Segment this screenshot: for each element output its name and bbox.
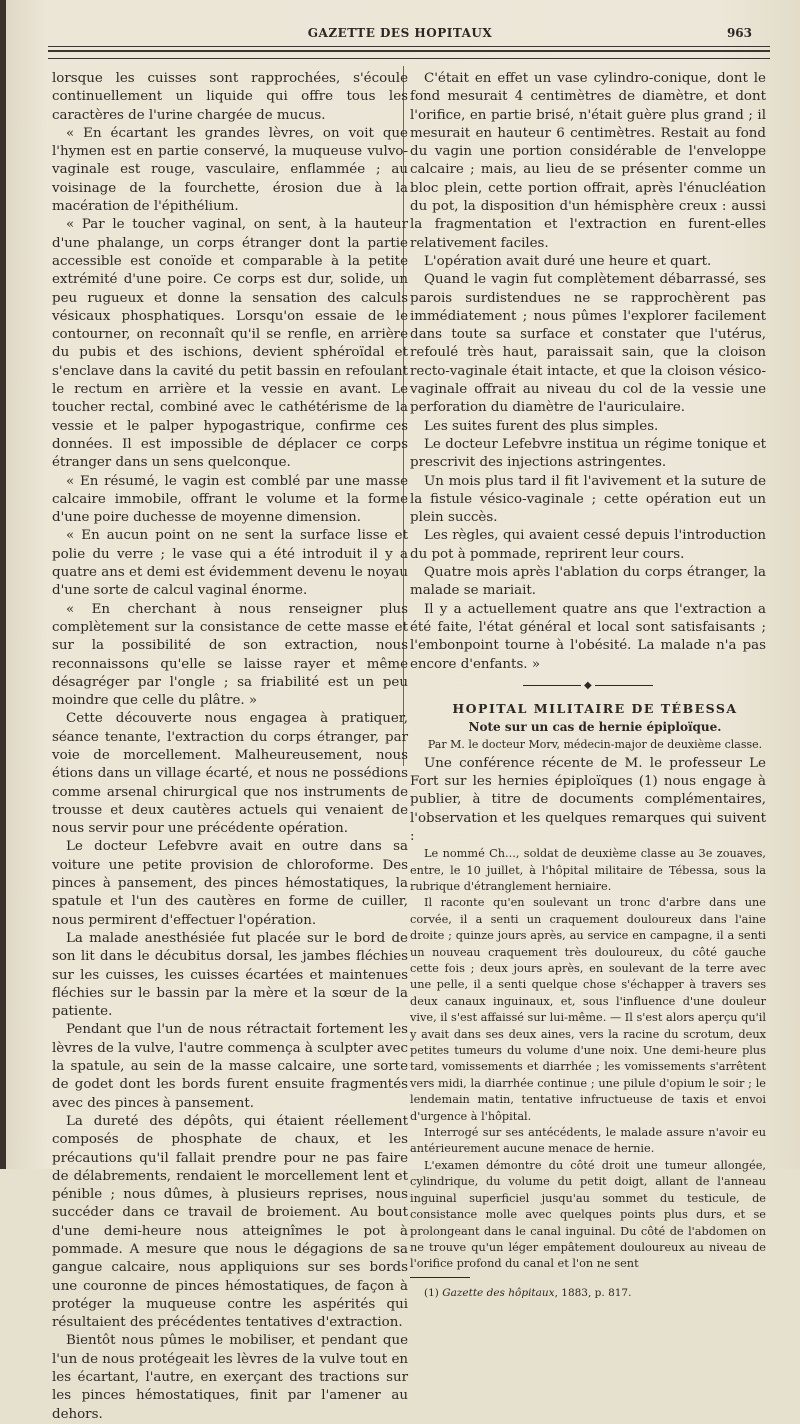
paragraph: Pendant que l'un de nous rétractait fortement les lèvres de la vulve, l'autre commença à sculpter avec la spatule, au sein de la masse calcaire, une sorte de godet dont les bords furent ensuite fragmentés avec des pinces à pansement. (52, 1022, 408, 1111)
footnote-marker: (1) (424, 1286, 439, 1299)
header-rule-thick (48, 50, 770, 52)
paragraph: « Par le toucher vaginal, on sent, à la hauteur d'une phalange, un corps étranger dont la partie accessible est conoïde et comparable à la petite extrémité d'une poire. Ce corps est dur, solide, un peu rugueux et donne la sensation des calculs vésicaux phosphatiques. Lorsqu'on essaie de le contourner, on reconnaît qu'il se renfle, en arrière du pubis et des ischions, devient sphéroïdal et s'enclave dans la cavité du petit bassin en refoulant le rectum en arrière et la vessie en avant. Le toucher rectal, combiné avec le cathétérisme de la vessie et le palper hypogastrique, confirme ces données. Il est impossible de déplacer ce corps étranger dans un sens quelconque. (52, 217, 408, 471)
page-header (0, 26, 800, 46)
section-title: HOPITAL MILITAIRE DE TÉBESSA (452, 700, 738, 716)
footnote-source: Gazette des hôpitaux (442, 1286, 555, 1299)
header-rule (48, 46, 770, 47)
paragraph: Quand le vagin fut complètement débarrassé, ses parois surdistendues ne se rapprochèrent pas immédiatement ; nous pûmes l'explorer facilement dans toute sa surface et constater que l'utérus, refoulé très haut, paraissait sain, que la cloison recto-vaginale était intacte, et que la cloison vésico-vaginale offrait au niveau du col de la vessie une perforation du diamètre de l'auriculaire. (410, 272, 766, 416)
paragraph: Le nommé Ch..., soldat de deuxième classe au 3e zouaves, entre, le 10 juillet, à l'hôpital militaire de Tébessa, sous la rubrique d'étranglement herniaire. (410, 847, 766, 893)
ornamental-separator (523, 682, 653, 690)
header-rule-lower (48, 58, 770, 59)
footnote-rule (410, 1277, 470, 1278)
paragraph: Il raconte qu'en soulevant un tronc d'arbre dans une corvée, il a senti un craquement douloureux dans l'aine droite ; quinze jours après, au service en campagne, il a senti un nouveau craquement très douloureux, du côté gauche cette fois ; deux jours après, en soulevant de la terre avec une pelle, il a senti quelque chose s'échapper à travers ses deux canaux inguinaux, et, sous l'influence d'une douleur vive, il s'est affaissé sur lui-même. — Il s'est alors aperçu qu'il y avait dans ses deux aines, vers la racine du scrotum, deux petites tumeurs du volume d'une noix. Une demi-heure plus tard, vomissements et diarrhée ; les vomissements s'arrêtent vers midi, la diarrhée continue ; une pilule d'opium le soir ; le lendemain matin, tentative infructueuse de taxis et envoi d'urgence à l'hôpital. (410, 896, 767, 1123)
paragraph: Les suites furent des plus simples. (424, 418, 659, 434)
paragraph: L'examen démontre du côté droit une tumeur allongée, cylindrique, du volume du petit doigt, allant de l'anneau inguinal superficiel jusqu'au sommet du testicule, de consistance molle avec quelques points plus durs, et se prolongeant dans le canal inguinal. Du côté de l'abdomen on ne trouve qu'un léger empâtement douloureux au niveau de l'orifice profond du canal et l'on ne sent (410, 1158, 766, 1271)
footnote-citation: , 1883, p. 817. (554, 1286, 632, 1299)
right-column (410, 70, 766, 1302)
page-spine-edge (0, 0, 6, 1169)
left-column (52, 70, 408, 1424)
article-title: Note sur un cas de hernie épiploïque. (468, 720, 722, 735)
journal-title: GAZETTE DES HOPITAUX (307, 26, 493, 40)
paragraph: Les règles, qui avaient cessé depuis l'introduction du pot à pommade, reprirent leur cours. (410, 528, 766, 562)
paragraph: Le docteur Lefebvre avait en outre dans sa voiture une petite provision de chloroforme. Des pinces à pansement, des pinces hémostatiques, la spatule et l'un des cautères en forme de cuiller, nous permirent d'effectuer l'opération. (52, 839, 408, 928)
paragraph: lorsque les cuisses sont rapprochées, s'écoule continuellement un liquide qui offre tous les caractères de l'urine chargée de mucus. (52, 71, 408, 123)
paragraph: Le docteur Lefebvre institua un régime tonique et prescrivit des injections astringentes. (410, 436, 766, 471)
paragraph: Quatre mois après l'ablation du corps étranger, la malade se mariait. (410, 565, 766, 599)
paragraph: « En aucun point on ne sent la surface lisse et polie du verre ; le vase qui a été introduit il y a quatre ans et demi est évidemment devenu le noyau d'une sorte de calcul vaginal énorme. (52, 528, 408, 599)
paragraph: Il y a actuellement quatre ans que l'extraction a été faite, l'état général et local sont satisfaisants ; l'embonpoint tourne à l'obésité. La malade n'a pas encore d'enfants. » (410, 601, 766, 672)
paragraph: Bientôt nous pûmes le mobiliser, et pendant que l'un de nous protégeait les lèvres de la vulve tout en les écartant, l'autre, en exerçant des tractions sur les pinces hémostatiques, finit par l'amener au dehors. (52, 1333, 408, 1422)
page-number: 963 (726, 26, 752, 40)
paragraph: La dureté des dépôts, qui étaient réellement composés de phosphate de chaux, et les précautions qu'il fallait prendre pour ne pas faire de délabrements, rendaient le morcellement lent et pénible ; nous dûmes, à plusieurs reprises, nous succéder dans ce travail de broiement. Au bout d'une demi-heure nous atteignîmes le pot à pommade. A mesure que nous le dégagions de sa gangue calcaire, nous appliquions sur ses bords une couronne de pinces hémostatiques, de façon à protéger la muqueuse contre les aspérités qui résultaient des précédentes tentatives d'extraction. (52, 1113, 408, 1331)
observation-block (410, 846, 766, 1273)
paragraph: Un mois plus tard il fit l'avivement et la suture de la fistule vésico-vaginale ; cette opération eut un plein succès. (410, 473, 766, 526)
paragraph: C'était en effet un vase cylindro-conique, dont le fond mesurait 4 centimètres de diamètre, et dont l'orifice, en partie brisé, n'était guère plus grand ; il mesurait en hauteur 6 centimètres. Restait au fond du vagin une portion considérable de l'enveloppe calcaire ; mais, au lieu de se présenter comme un bloc plein, cette portion offrait, après l'énucléation du pot, la disposition d'un hémisphère creux : aussi la fragmentation et l'extraction en furent-elles relativement faciles. (410, 71, 766, 251)
paragraph: Interrogé sur ses antécédents, le malade assure n'avoir eu antérieurement aucune menace de hernie. (410, 1126, 766, 1156)
paragraph: La malade anesthésiée fut placée sur le bord de son lit dans le décubitus dorsal, les jambes fléchies sur les cuisses, les cuisses écartées et maintenues fléchies sur le bassin par la mère et la sœur de la patiente. (52, 930, 408, 1020)
article-intro: Une conférence récente de M. le professeur Le Fort sur les hernies épiploïques (1) nous engage à publier, à titre de documents complémentaires, l'observation et les quelques remarques qui suivent : (410, 755, 766, 844)
paragraph: « En résumé, le vagin est comblé par une masse calcaire immobile, offrant le volume et la forme d'une poire duchesse de moyenne dimension. (52, 473, 408, 526)
paragraph: Cette découverte nous engagea à pratiquer, séance tenante, l'extraction du corps étranger, par voie de morcellement. Malheureusement, nous étions dans un village écarté, et nous ne possédions comme arsenal chirurgical que nos instruments de trousse et deux cautères actuels qui venaient de nous servir pour une précédente opération. (52, 711, 408, 837)
paragraph: « En écartant les grandes lèvres, on voit que l'hymen est en partie conservé, la muqueuse vulvo-vaginale est rouge, vasculaire, enflammée ; au voisinage de la fourchette, érosion due à la macération de l'épithélium. (52, 125, 408, 215)
article-byline: Par M. le docteur Morv, médecin-major de deuxième classe. (427, 738, 763, 752)
footnote (410, 1284, 766, 1302)
paragraph: « En cherchant à nous renseigner plus complètement sur la consistance de cette masse et sur la possibilité de son extraction, nous reconnaissons qu'elle se laisse rayer et même désagréger par l'ongle ; sa friabilité est un peu moindre que celle du plâtre. » (52, 601, 408, 709)
paragraph: L'opération avait duré une heure et quart. (424, 253, 712, 269)
